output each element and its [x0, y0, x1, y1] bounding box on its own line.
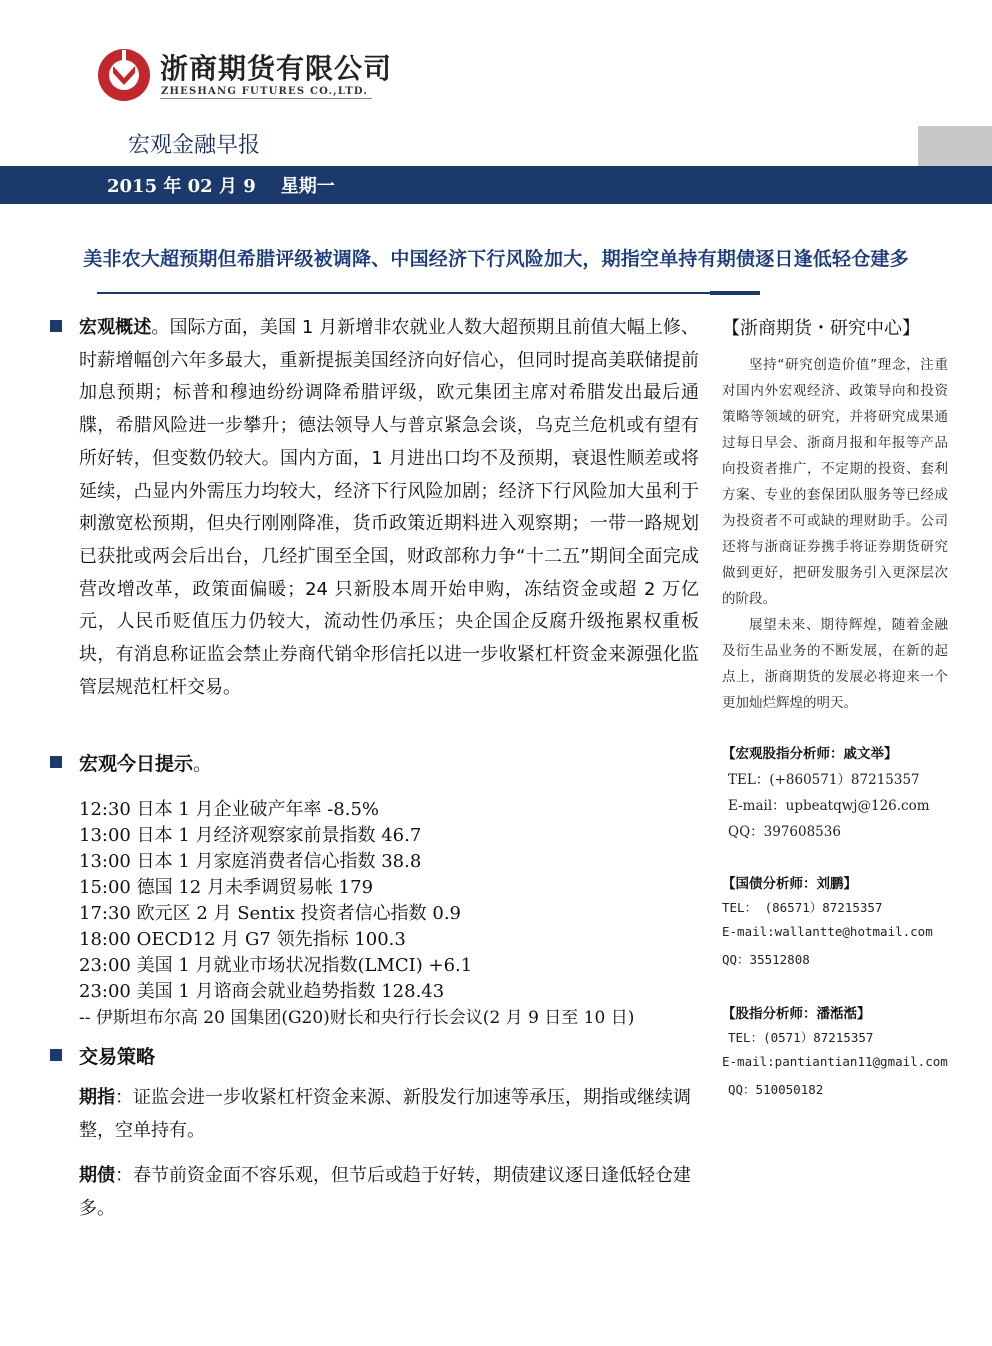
analyst-3-title: 【股指分析师：潘湉湉】 — [722, 1006, 871, 1022]
company-logo — [97, 48, 151, 102]
analyst-1-tel: TEL：(+860571）87215357 — [728, 772, 920, 788]
analyst-2-email[interactable]: E-mail:wallantte@hotmail.com — [722, 924, 933, 939]
strategy-title: 交易策略 — [79, 1046, 156, 1068]
analyst-1-email[interactable]: E-mail：upbeatqwj@126.com — [728, 798, 930, 814]
analyst-1-qq: QQ：397608536 — [728, 824, 841, 840]
strategy-futures — [79, 1082, 699, 1147]
overview-title: 宏观概述 — [79, 317, 152, 338]
calendar-item: 18:00 OECD12 月 G7 领先指标 100.3 — [79, 929, 406, 950]
headline-rule — [97, 292, 760, 294]
logo-divider — [160, 98, 372, 99]
bullet-icon — [50, 1049, 62, 1061]
calendar-item: 23:00 美国 1 月谘商会就业趋势指数 128.43 — [79, 981, 445, 1002]
overview-body: 。国际方面，美国 1 月新增非农就业人数大超预期且前值大幅上修、时薪增幅创六年多最大，重新提振美国经济向好信心，但同时提高美联储提前加息预期；标普和穆迪纷纷调降希腊评级，欧元集团主席对希腊发出最后通牒，希腊风险进一步攀升；德法领导人与普京紧急会谈，乌克兰危机或有望有所好转，但变数仍较大。国内方面，1 月进出口均不及预期，衰退性顺差或将延续，凸显内外需压力均较大，经济下行风险加剧；经济下行风险加大虽利于刺激宽松预期，但央行刚刚降准，货币政策近期料进入观察期；一带一路规划已获批或两会后出台，几经扩围至全国，财政部称力争“十二五”期间全面完成营改增改革，政策面偏暖；24 只新股本周开始申购，冻结资金或超 2 万亿元，人民币贬值压力仍较大，流动性仍承压；央企国企反腐升级拖累权重板块，有消息称证监会禁止券商代销伞形信托以进一步收紧杠杆资金来源强化监管层规范杠杆交易。 — [79, 317, 699, 698]
calendar-item: -- 伊斯坦布尔高 20 国集团(G20)财长和央行行长会议(2 月 9 日至 10 日) — [79, 1008, 635, 1028]
bonds-lead: 期债 — [79, 1165, 115, 1186]
analyst-2-title: 【国债分析师：刘鹏】 — [722, 876, 857, 892]
analyst-3-qq: QQ：510050182 — [728, 1082, 824, 1097]
calendar-item: 13:00 日本 1 月家庭消费者信心指数 38.8 — [79, 851, 422, 872]
calendar-item: 23:00 美国 1 月就业市场状况指数(LMCI) +6.1 — [79, 955, 473, 976]
sidebar-title: 【浙商期货・研究中心】 — [722, 318, 920, 339]
futures-text: ：证监会进一步收紧杠杆资金来源、新股发行加速等承压，期指或继续调整，空单持有。 — [79, 1087, 691, 1141]
today-title-wrap — [79, 749, 212, 776]
company-name-cn: 浙商期货有限公司 — [160, 52, 393, 85]
analyst-2-tel: TEL： (86571）87215357 — [722, 900, 883, 915]
report-type: 宏观金融早报 — [128, 133, 261, 158]
today-title-suffix: 。 — [193, 753, 213, 775]
overview-section — [79, 312, 699, 704]
analyst-3-email[interactable]: E-mail:pantiantian11@gmail.com — [722, 1054, 948, 1069]
futures-lead: 期指 — [79, 1087, 115, 1108]
strategy-bonds — [79, 1160, 699, 1225]
bullet-icon — [50, 320, 62, 332]
bonds-text: ：春节前资金面不容乐观，但节后或趋于好转，期债建议逐日逢低轻仓建多。 — [79, 1165, 691, 1219]
analyst-2-qq: QQ：35512808 — [722, 952, 810, 967]
calendar-item: 15:00 德国 12 月未季调贸易帐 179 — [79, 877, 374, 898]
company-name-en: ZHESHANG FUTURES CO.,LTD. — [161, 86, 369, 97]
calendar-item: 12:30 日本 1 月企业破产年率 -8.5% — [79, 799, 380, 820]
today-title: 宏观今日提示 — [79, 753, 194, 775]
analyst-1-title: 【宏观股指分析师：戚文举】 — [722, 746, 898, 762]
report-date: 2015 年 02 月 9 星期一 — [107, 176, 335, 197]
calendar-item: 13:00 日本 1 月经济观察家前景指数 46.7 — [79, 825, 422, 846]
headline: 美非农大超预期但希腊评级被调降、中国经济下行风险加大，期指空单持有期债逐日逢低轻仓建多 — [83, 248, 909, 270]
sidebar-intro: 坚持“研究创造价值”理念，注重对国内外宏观经济、政策导向和投资策略等领域的研究，并将研究成果通过每日早会、浙商月报和年报等产品向投资者推广，不定期的投资、套利方案、专业的套保团队服务等已经成为投资者不可或缺的理财助手。公司还将与浙商证券携手将证券期货研究做到更好，把研发服务引入更深层次的阶段。 — [722, 357, 948, 607]
header-gray-block — [918, 126, 992, 166]
bullet-icon — [50, 756, 62, 768]
calendar-item: 17:30 欧元区 2 月 Sentix 投资者信心指数 0.9 — [79, 903, 461, 924]
sidebar-outlook: 展望未来、期待辉煌，随着金融及衍生品业务的不断发展，在新的起点上，浙商期货的发展必将迎来一个更加灿烂辉煌的明天。 — [722, 617, 948, 711]
headline-rule-accent — [710, 291, 760, 295]
analyst-3-tel: TEL：(0571）87215357 — [728, 1030, 874, 1045]
